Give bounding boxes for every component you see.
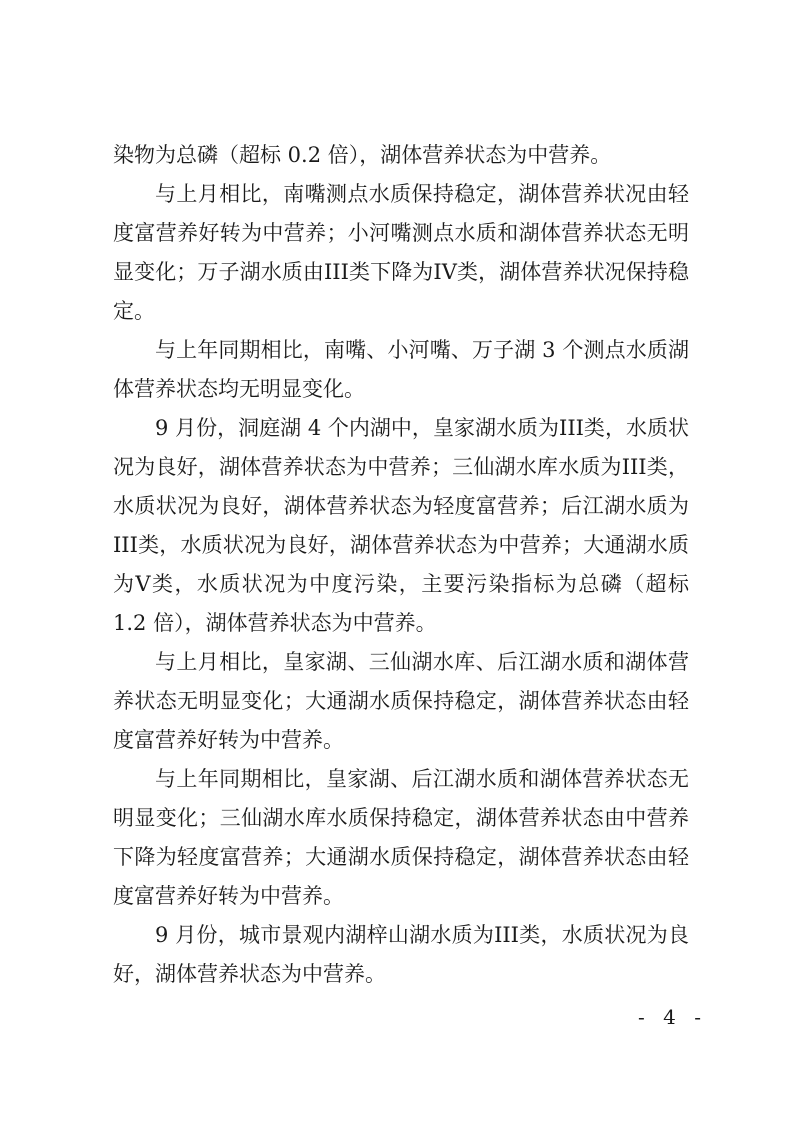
document-body — [113, 136, 689, 994]
paragraph: 与上年同期相比，皇家湖、后江湖水质和湖体营养状态无明显变化；三仙湖水库水质保持稳定，湖体营养状态由中营养下降为轻度富营养；大通湖水质保持稳定，湖体营养状态由轻度富营养好转为中营养。 — [113, 767, 689, 908]
paragraph-continuation: 染物为总磷（超标 0.2 倍），湖体营养状态为中营养。 — [113, 143, 612, 167]
paragraph: 与上年同期相比，南嘴、小河嘴、万子湖 3 个测点水质湖体营养状态均无明显变化。 — [113, 338, 689, 401]
page-number: - 4 - — [638, 1005, 707, 1029]
paragraph: 与上月相比，皇家湖、三仙湖水库、后江湖水质和湖体营养状态无明显变化；大通湖水质保持稳定，湖体营养状态由轻度富营养好转为中营养。 — [113, 650, 689, 752]
paragraph: 9 月份，城市景观内湖梓山湖水质为III类，水质状况为良好，湖体营养状态为中营养。 — [113, 923, 689, 986]
paragraph: 9 月份，洞庭湖 4 个内湖中，皇家湖水质为III类，水质状况为良好，湖体营养状态为中营养；三仙湖水库水质为III类，水质状况为良好，湖体营养状态为轻度富营养；后江湖水质为III类，水质状况为良好，湖体营养状态为中营养；大通湖水质为V类，水质状况为中度污染，主要污染指标为总磷（超标 1.2 倍），湖体营养状态为中营养。 — [113, 416, 689, 635]
paragraph: 与上月相比，南嘴测点水质保持稳定，湖体营养状况由轻度富营养好转为中营养；小河嘴测点水质和湖体营养状态无明显变化；万子湖水质由III类下降为IV类，湖体营养状况保持稳定。 — [113, 182, 689, 323]
